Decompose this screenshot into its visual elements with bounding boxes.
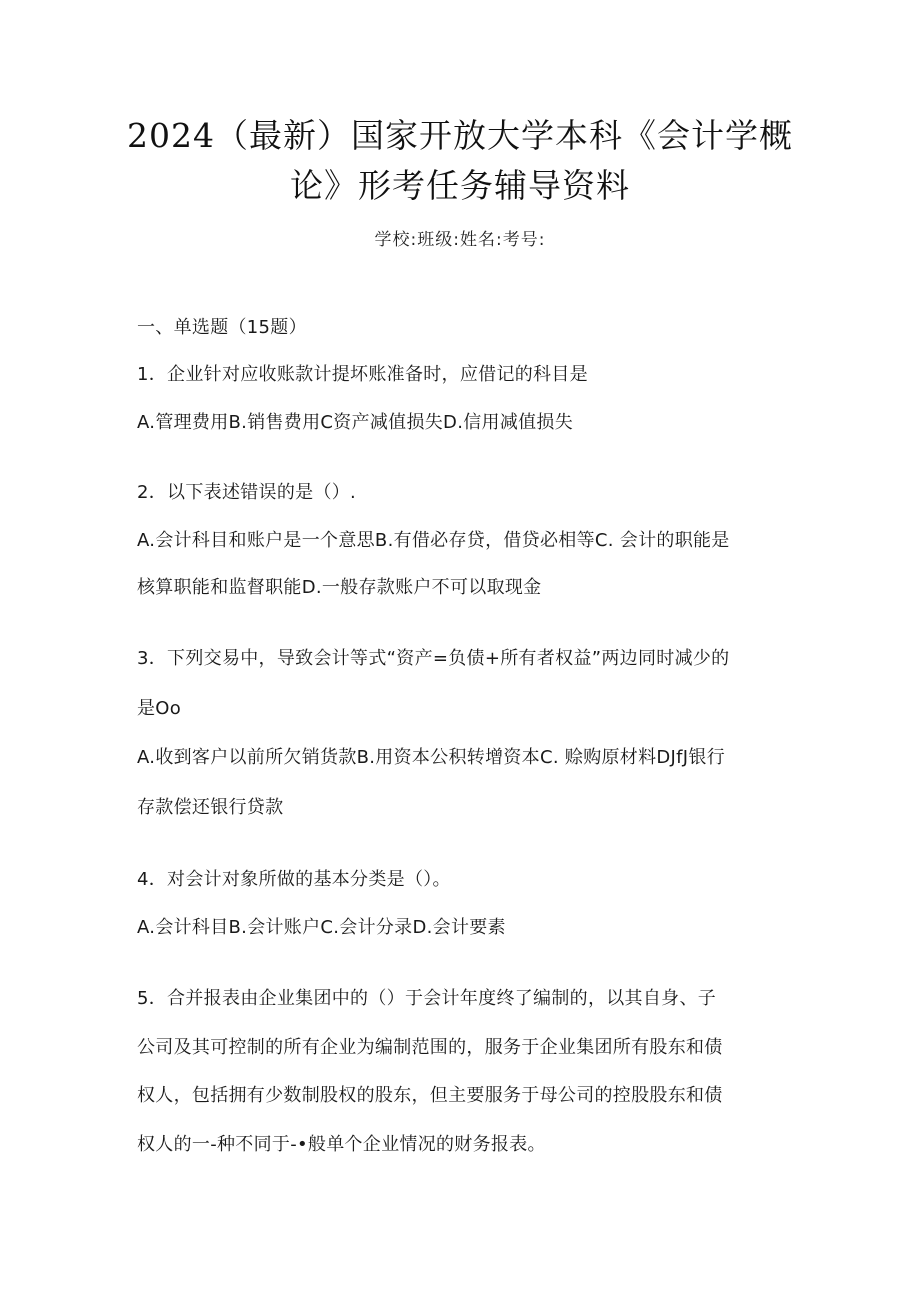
question-4-stem: 4．对会计对象所做的基本分类是（）。 (137, 869, 451, 890)
question-5-stem-line-4: 权人的一-种不同于-•般单个企业情况的财务报表。 (137, 1134, 546, 1155)
question-3-options-line-1: A.收到客户以前所欠销货款B.用资本公积转增资本C. 赊购原材料DJfJ银行 (137, 747, 726, 768)
question-3-stem-line-1: 3．下列交易中，导致会计等式“资产=负债+所有者权益”两边同时减少的 (137, 648, 730, 669)
question-5-stem-line-2: 公司及其可控制的所有企业为编制范围的，服务于企业集团所有股东和债 (137, 1037, 723, 1058)
question-5-stem-line-3: 权人，包括拥有少数制股权的股东，但主要服务于母公司的控股股东和债 (137, 1085, 723, 1106)
question-3-stem-line-2: 是Oo (137, 698, 182, 719)
student-info-line: 学校:班级:姓名:考号: (374, 230, 546, 250)
document-title-line-1: 2024（最新）国家开放大学本科《会计学概 (127, 116, 793, 155)
question-2-options-line-1: A.会计科目和账户是一个意思B.有借必存贷，借贷必相等C. 会计的职能是 (137, 530, 730, 551)
question-5-stem-line-1: 5．合并报表由企业集团中的（）于会计年度终了编制的，以其自身、子 (137, 988, 717, 1009)
question-4-options: A.会计科目B.会计账户C.会计分录D.会计要素 (137, 917, 506, 938)
question-3-options-line-2: 存款偿还银行贷款 (137, 797, 284, 818)
question-2-stem: 2．以下表述错误的是（）. (137, 482, 357, 503)
question-1-stem: 1．企业针对应收账款计提坏账准备时，应借记的科目是 (137, 364, 588, 385)
document-title-line-2: 论》形考任务辅导资料 (290, 166, 630, 205)
question-1-options: A.管理费用B.销售费用C资产减值损失D.信用减值损失 (137, 412, 574, 433)
question-2-options-line-2: 核算职能和监督职能D.一般存款账户不可以取现金 (137, 577, 542, 598)
section-heading: 一、单选题（15题） (137, 317, 307, 338)
